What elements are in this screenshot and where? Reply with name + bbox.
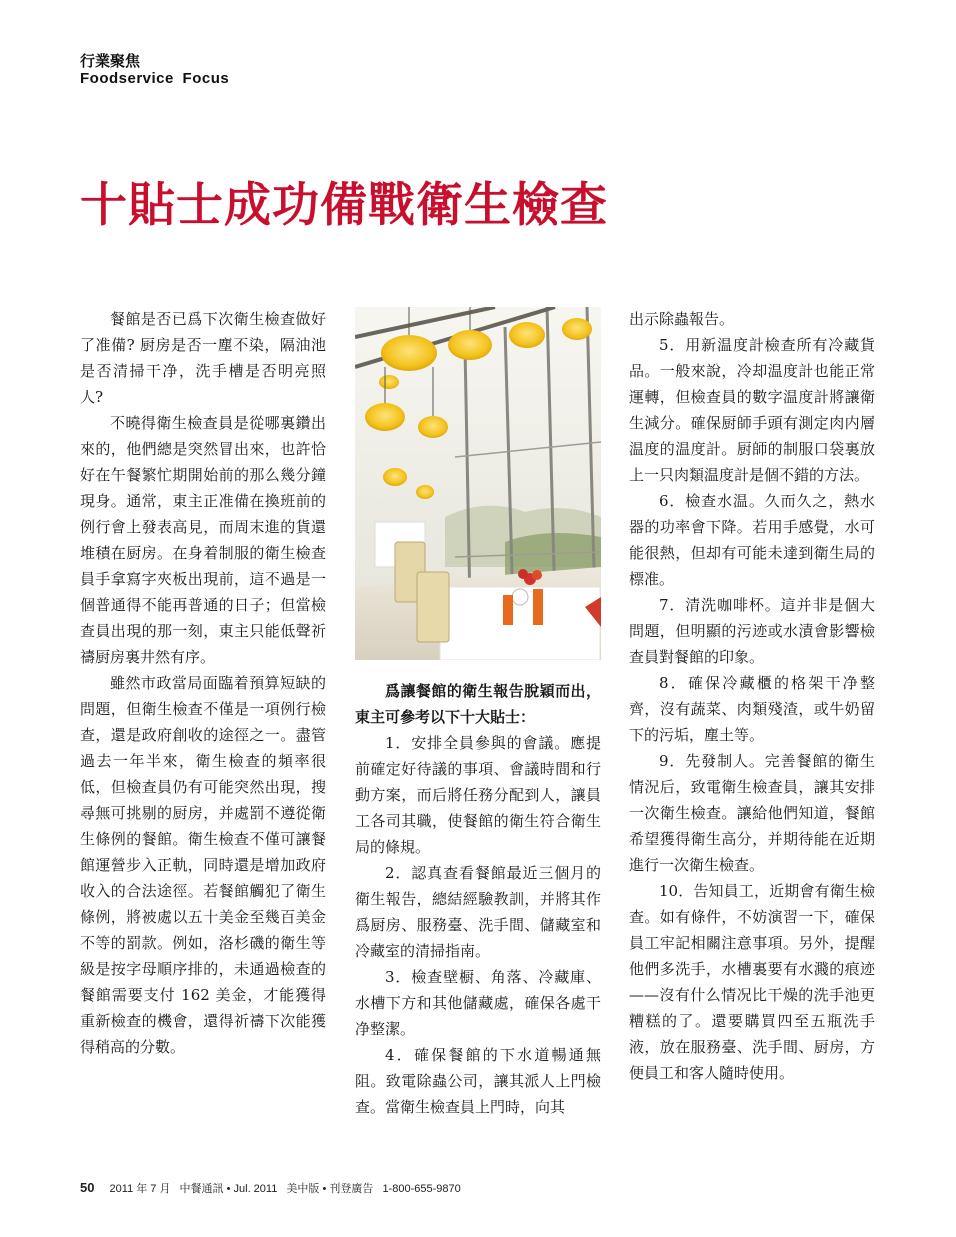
continued-text: 出示除蟲報告。 (629, 310, 735, 328)
paragraph: 雖然市政當局面臨着預算短缺的問題，但衛生檢查不僅是一項例行檢查，還是政府創收的途徑之一。盡管過去一年半來，衛生檢查的頻率很低，但檢查員仍有可能突然出現，搜尋無可挑剔的厨房，并處罰不遵從衛生條例的餐館。衛生檢查不僅可讓餐館運營步入正軌，同時還是增加政府收入的合法途徑。若餐館觸犯了衛生條例，將被處以五十美金至幾百美金不等的罰款。例如，洛杉磯的衛生等級是按字母順序排的，未通過檢查的餐館需要支付 162 美金，才能獲得重新檢查的機會，還得祈禱下次能獲得稍高的分數。 (80, 674, 326, 1056)
tip-paragraph: 5．用新温度計檢查所有冷藏貨品。一般來說，冷却温度計也能正常運轉，但檢查員的數字温度計將讓衛生減分。確保厨師手頭有測定肉内層温度的温度計。厨師的制服口袋裏放上一只肉類温度計是個不錯的方法。 (629, 336, 875, 484)
restaurant-dining-room-image (355, 307, 601, 660)
tip-paragraph: 6．檢查水温。久而久之，熱水器的功率會下降。若用手感覺，水可能很熱，但却有可能未達到衛生局的標准。 (629, 492, 875, 588)
phone-number: 1-800-655-9870 (382, 1183, 461, 1195)
tip-paragraph: 2．認真查看餐館最近三個月的衛生報告，總結經驗教訓，并將其作爲厨房、服務臺、洗手間、儲藏室和冷藏室的清掃指南。 (355, 864, 601, 960)
tip-paragraph: 10．告知員工，近期會有衛生檢查。如有條件，不妨演習一下，確保員工牢記相關注意事項。另外，提醒他們多洗手，水槽裏要有水濺的痕迹——沒有什么情况比干燥的洗手池更糟糕的了。還要購買四至五瓶洗手液，放在服務臺、洗手間、厨房，方便員工和客人隨時使用。 (629, 882, 875, 1082)
tip-paragraph: 4．確保餐館的下水道暢通無阻。致電除蟲公司，讓其派人上門檢查。當衛生檢查員上門時，向其 (355, 1046, 601, 1116)
tip-paragraph: 3．檢查壁橱、角落、冷藏庫、水槽下方和其他儲藏處，確保各處干净整潔。 (355, 968, 601, 1038)
paragraph: 餐館是否已爲下次衛生檢查做好了准備? 厨房是否一塵不染，隔油池是否清掃干净，洗手槽是否明亮照人? (80, 310, 326, 406)
page-number: 50 (80, 1180, 95, 1195)
page-footer (80, 1180, 467, 1196)
paragraph: 不曉得衛生檢查員是從哪裏鑽出來的，他們總是突然冒出來，也許恰好在午餐繁忙期開始前的那么幾分鐘現身。通常，東主正准備在換班前的例行會上發表高見，而周末進的貨還堆積在厨房。在身着制服的衛生檢查員手拿寫字夾板出現前，這不過是一個普通得不能再普通的日子；但當檢查員出現的那一刻，東主只能低聲祈禱厨房裏井然有序。 (80, 414, 326, 666)
magazine-name: 中餐通訊 • Jul. 2011 (179, 1183, 278, 1195)
section-label-en: Foodservice Focus (80, 70, 230, 87)
article-title: 十貼士成功備戰衛生檢查 (80, 178, 608, 233)
section-label-zh: 行業聚焦 (80, 52, 141, 70)
article-column-2 (355, 678, 601, 1120)
restaurant-photo (355, 307, 601, 660)
tip-paragraph: 9．先發制人。完善餐館的衛生情況后，致電衛生檢查員，讓其安排一次衛生檢查。讓給他們知道，餐館希望獲得衛生高分，并期待能在近期進行一次衛生檢查。 (629, 752, 875, 874)
lead-text: 爲讓餐館的衛生報告脫穎而出，東主可參考以下十大貼士： (355, 682, 601, 726)
tip-paragraph: 8．確保冷藏櫃的格架干净整齊，沒有蔬菜、肉類殘渣，或牛奶留下的污垢，塵土等。 (629, 674, 875, 744)
tip-paragraph: 1．安排全員參與的會議。應提前確定好待議的事項、會議時間和行動方案，而后將任務分配到人，讓員工各司其職，使餐館的衛生符合衛生局的條規。 (355, 734, 601, 856)
tip-paragraph: 7．清洗咖啡杯。這并非是個大問題，但明顯的污迹或水漬會影響檢查員對餐館的印象。 (629, 596, 875, 666)
article-column-3 (629, 306, 875, 1086)
edition-label: 美中版 • 刊登廣告 (286, 1183, 374, 1195)
article-column-1 (80, 306, 326, 1060)
issue-date: 2011 年 7 月 (109, 1183, 171, 1195)
